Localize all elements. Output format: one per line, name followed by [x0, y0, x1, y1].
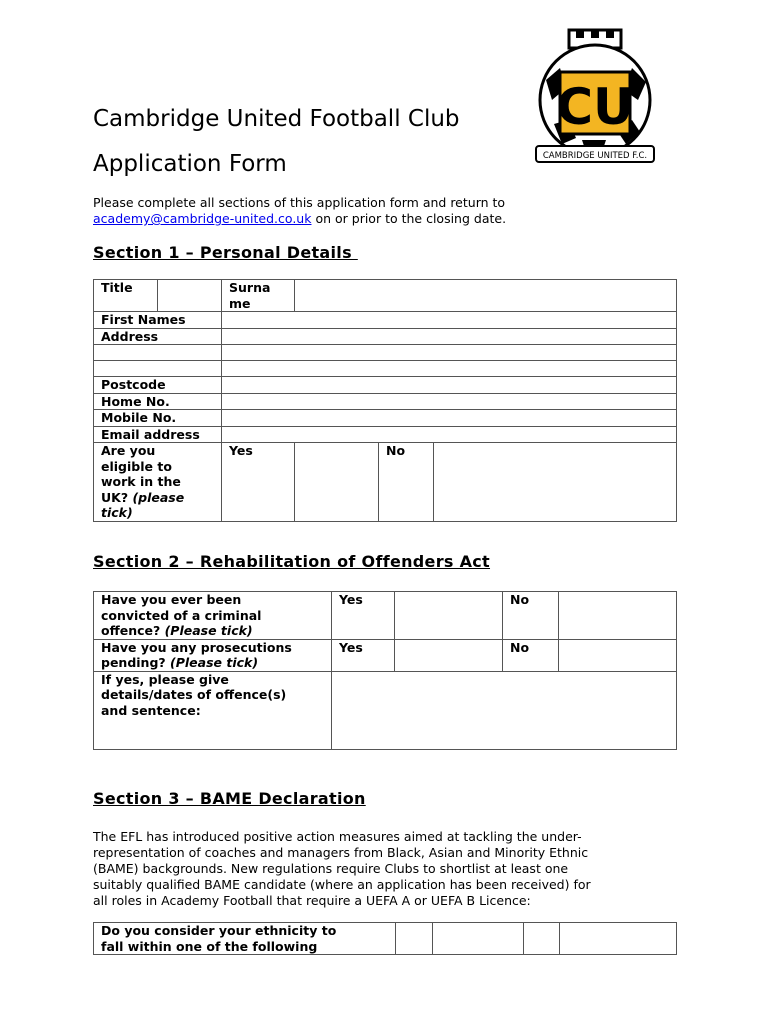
eligible-no-label: No: [379, 443, 434, 522]
logo-letters: CU: [556, 78, 634, 136]
offence-details-field[interactable]: [332, 671, 677, 749]
eligible-yes-label: Yes: [222, 443, 295, 522]
address-field-3[interactable]: [222, 361, 677, 377]
home-no-field[interactable]: [222, 393, 677, 410]
intro-line1: Please complete all sections of this application form and return to: [93, 195, 506, 210]
surname-field[interactable]: [295, 280, 677, 312]
first-names-field[interactable]: [222, 312, 677, 329]
address-field-1[interactable]: [222, 328, 677, 345]
club-crest-logo: [532, 28, 658, 174]
bame-table: [93, 922, 677, 955]
surname-label: Surna me: [222, 280, 295, 312]
title-field[interactable]: [158, 280, 222, 312]
prosecutions-yes-label: Yes: [332, 639, 395, 671]
academy-email-link[interactable]: academy@cambridge-united.co.uk: [93, 211, 312, 226]
intro-line2: on or prior to the closing date.: [311, 211, 507, 226]
home-no-label: Home No.: [94, 393, 222, 410]
bame-option-cell-3[interactable]: [524, 923, 560, 955]
rehabilitation-table: [93, 591, 677, 750]
convicted-no-label: No: [503, 592, 559, 640]
bame-paragraph: The EFL has introduced positive action measures aimed at tackling the under- representation of coaches and managers from Black, Asian and Minority Ethnic (BAME) backgrounds. New regulations require Clubs to shortlist at least one suitably qualified BAME candidate (where an application has been received) for all roles in Academy Football that require a UEFA A or UEFA B Licence:: [93, 829, 591, 908]
postcode-label: Postcode: [94, 377, 222, 394]
convicted-yes-label: Yes: [332, 592, 395, 640]
convicted-yes-checkbox[interactable]: [395, 592, 503, 640]
convicted-no-checkbox[interactable]: [559, 592, 677, 640]
mobile-no-field[interactable]: [222, 410, 677, 427]
section3-heading: Section 3 – BAME Declaration: [93, 789, 366, 808]
convicted-question: Have you ever been convicted of a criminal offence? (Please tick): [94, 592, 332, 640]
email-field[interactable]: [222, 426, 677, 443]
bame-question: Do you consider your ethnicity to fall within one of the following: [94, 923, 396, 955]
section1-heading: Section 1 – Personal Details: [93, 243, 358, 262]
club-name: Cambridge United Football Club: [93, 106, 460, 132]
prosecutions-no-checkbox[interactable]: [559, 639, 677, 671]
title-label: Title: [94, 280, 158, 312]
logo-banner-text: CAMBRIDGE UNITED F.C.: [542, 151, 648, 161]
eligible-no-checkbox[interactable]: [434, 443, 677, 522]
bame-option-cell-4[interactable]: [560, 923, 677, 955]
bame-option-cell-1[interactable]: [396, 923, 433, 955]
offence-details-label: If yes, please give details/dates of offence(s) and sentence:: [94, 671, 332, 749]
section2-heading: Section 2 – Rehabilitation of Offenders Act: [93, 552, 491, 571]
address-field-2[interactable]: [222, 345, 677, 361]
eligible-yes-checkbox[interactable]: [295, 443, 379, 522]
address-label: Address: [94, 328, 222, 345]
first-names-label: First Names: [94, 312, 222, 329]
bame-option-cell-2[interactable]: [433, 923, 524, 955]
intro-text: [93, 195, 653, 227]
personal-details-table: [93, 279, 677, 522]
eligible-to-work-label: Are you eligible to work in the UK? (please tick): [94, 443, 222, 522]
postcode-field[interactable]: [222, 377, 677, 394]
prosecutions-question: Have you any prosecutions pending? (Please tick): [94, 639, 332, 671]
email-label: Email address: [94, 426, 222, 443]
address-label-blank: [94, 345, 222, 361]
prosecutions-no-label: No: [503, 639, 559, 671]
mobile-no-label: Mobile No.: [94, 410, 222, 427]
address-label-blank: [94, 361, 222, 377]
prosecutions-yes-checkbox[interactable]: [395, 639, 503, 671]
form-title: Application Form: [93, 151, 287, 177]
